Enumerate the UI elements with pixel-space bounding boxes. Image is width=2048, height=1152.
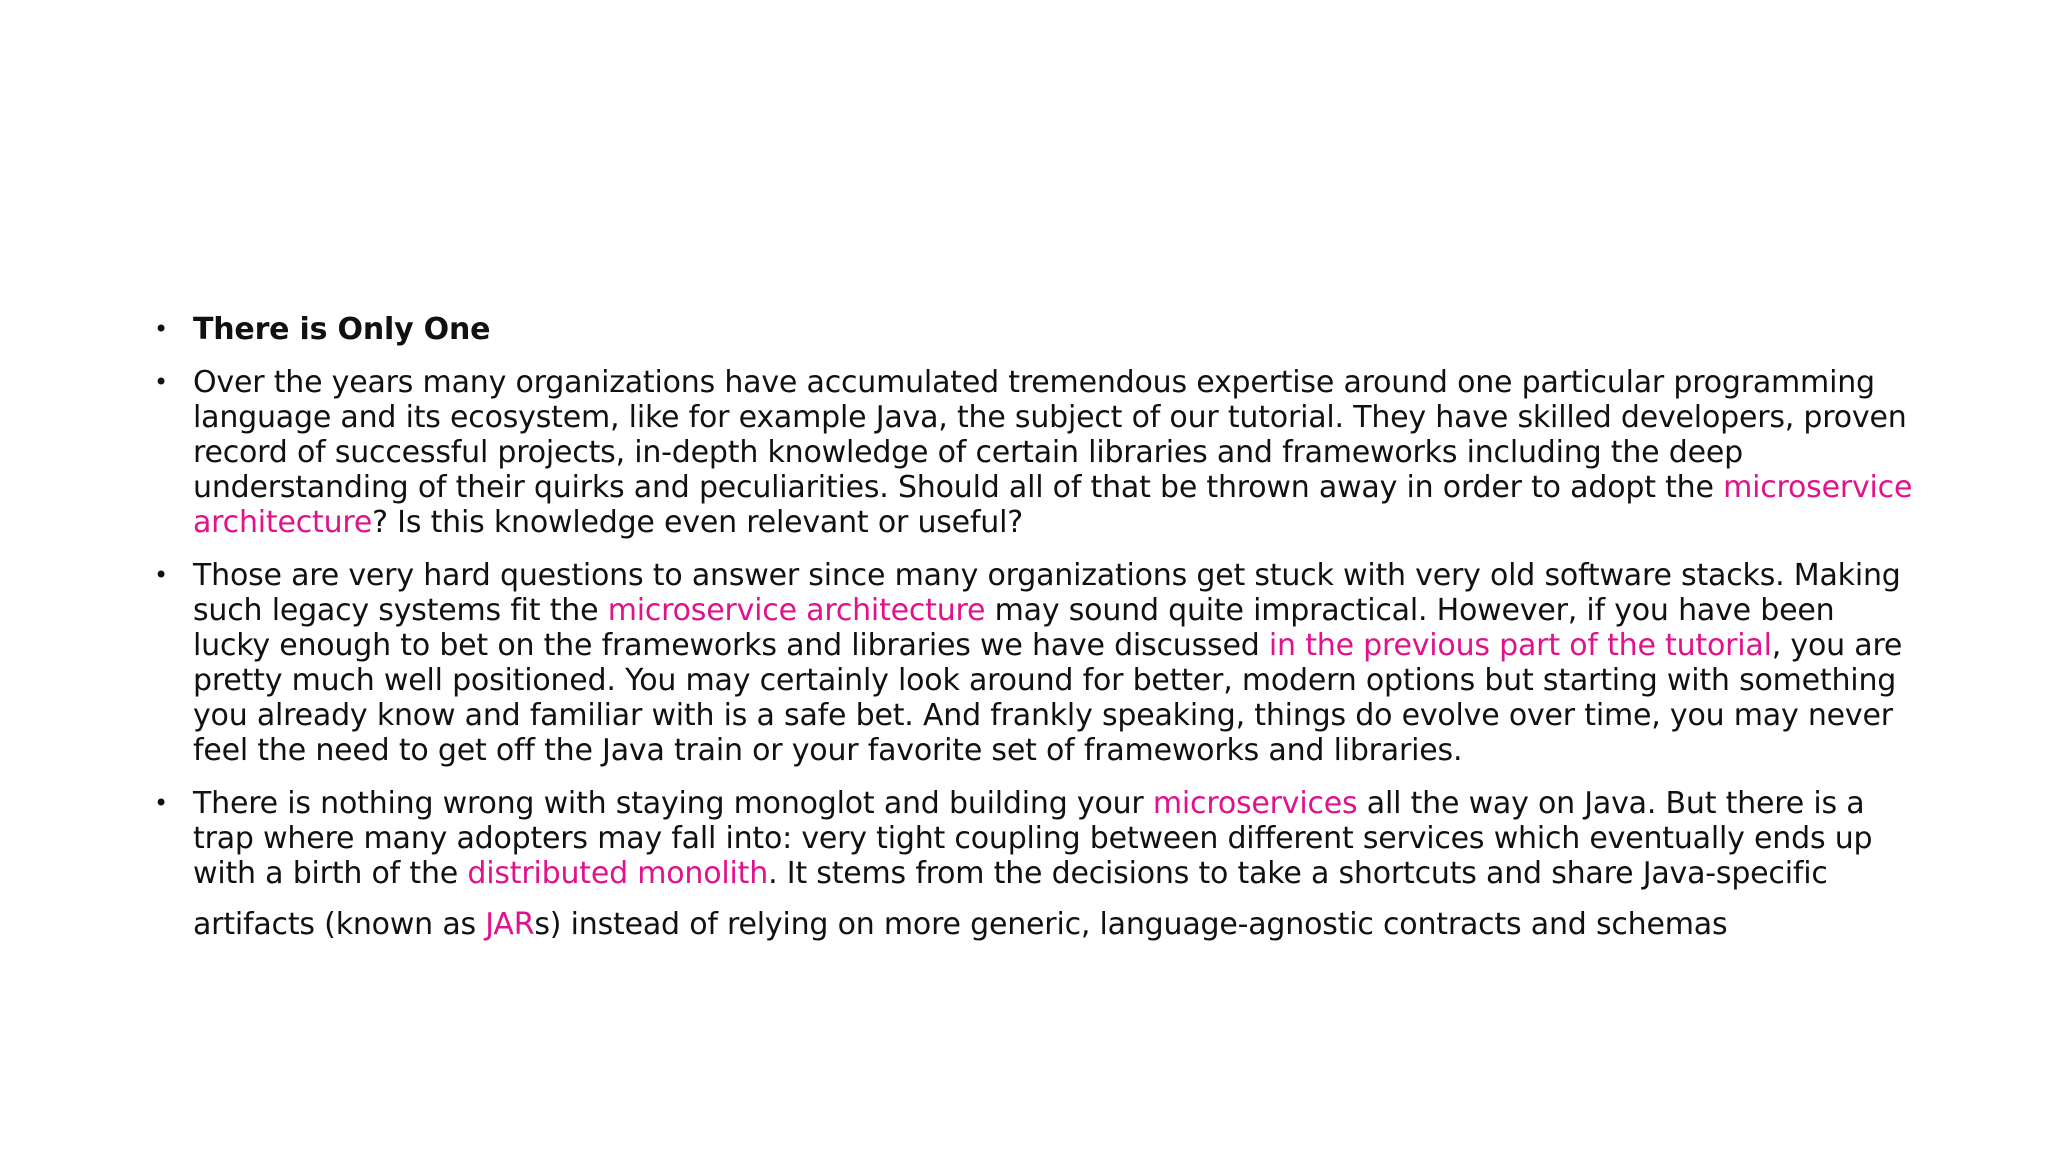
- paragraph-text: artifacts (known as: [193, 907, 486, 942]
- paragraph-text: , you are pretty much well positioned. You may certainly look around for better, modern options but starting with something you already know and familiar with is a safe bet. And frankly speaking, things do evolve over time, you may never feel the need to get off the Java train or your favorite set of frameworks and libraries.: [193, 628, 1903, 768]
- paragraph-text: all the way on Java. But there is a trap where many adopters may fall into: very tight coupling between different services which eventually ends up with a birth of the: [193, 786, 1873, 891]
- link-microservice-architecture[interactable]: microservice architecture: [193, 470, 1913, 540]
- paragraph-text: ? Is this knowledge even relevant or useful?: [372, 505, 1023, 540]
- bullet-icon: •: [154, 561, 168, 589]
- paragraph-line: [193, 907, 1727, 942]
- bullet-item-heading: [150, 312, 1920, 347]
- link-distributed-monolith[interactable]: distributed monolith: [467, 856, 769, 891]
- paragraph-text: may sound quite impractical. However, if you have been lucky enough to bet on the frameworks and libraries we have discussed: [193, 593, 1835, 663]
- link-jar[interactable]: JAR: [485, 907, 535, 942]
- bullet-list: [150, 312, 1920, 960]
- bullet-icon: •: [154, 789, 168, 817]
- link-microservice-architecture[interactable]: microservice architecture: [607, 593, 986, 628]
- bullet-item-monoglot: [150, 786, 1920, 942]
- link-previous-part[interactable]: in the previous part of the tutorial: [1268, 628, 1772, 663]
- bullet-icon: •: [154, 368, 168, 396]
- paragraph-text: Those are very hard questions to answer since many organizations get stuck with very old software stacks. Making such legacy systems fit the: [193, 558, 1901, 628]
- link-microservices[interactable]: microservices: [1152, 786, 1358, 821]
- bullet-icon: •: [154, 315, 168, 343]
- section-heading: There is Only One: [193, 312, 491, 347]
- paragraph-text: s) instead of relying on more generic, language-agnostic contracts and schemas: [534, 907, 1728, 942]
- bullet-item-expertise: [150, 365, 1920, 540]
- paragraph-text: Over the years many organizations have accumulated tremendous expertise around one particular programming language and its ecosystem, like for example Java, the subject of our tutorial. They have skilled developers, proven record of successful projects, in-depth knowledge of certain libraries and frameworks including the deep understanding of their quirks and peculiarities. Should all of that be thrown away in order to adopt the: [193, 365, 1907, 505]
- bullet-item-legacy: [150, 558, 1920, 768]
- paragraph-text: There is nothing wrong with staying monoglot and building your: [193, 786, 1153, 821]
- paragraph-text: . It stems from the decisions to take a shortcuts and share Java-specific: [768, 856, 1828, 891]
